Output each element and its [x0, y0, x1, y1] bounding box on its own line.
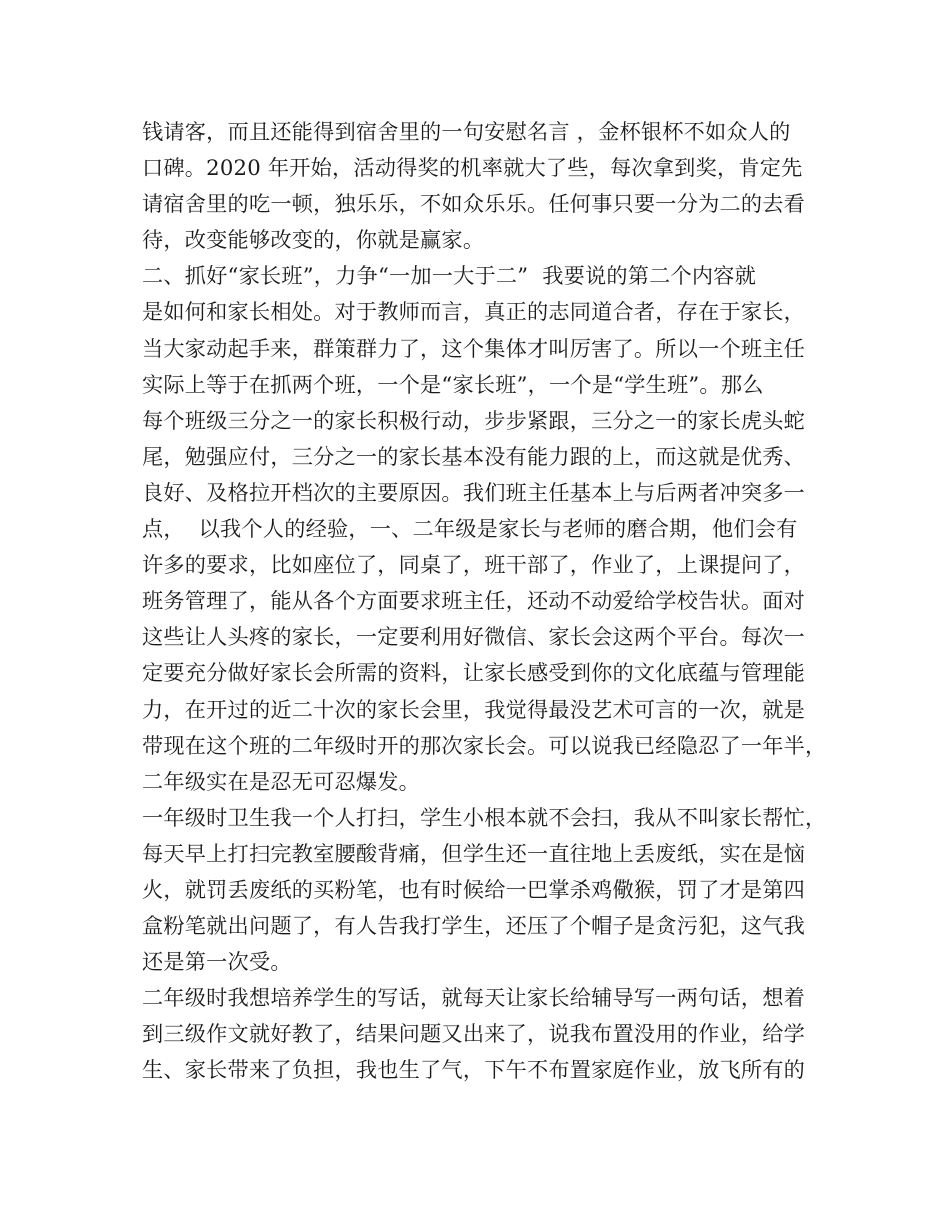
text-line: 请宿舍里的吃一顿，独乐乐，不如众乐乐。任何事只要一分为二的去看 — [142, 191, 806, 217]
text-line: 二年级时我想培养学生的写话，就每天让家长给辅导写一两句话，想着 — [142, 985, 806, 1011]
text-line: 是如何和家长相处。对于教师而言，真正的志同道合者，存在于家长， — [142, 299, 806, 325]
text-line: 尾，勉强应付，三分之一的家长基本没有能力跟的上，而这就是优秀、 — [142, 443, 806, 469]
text-line: 当大家动起手来，群策群力了，这个集体才叫厉害了。所以一个班主任 — [142, 335, 806, 361]
text-line: 点， 以我个人的经验，一、二年级是家长与老师的磨合期，他们会有 — [142, 516, 798, 542]
text-line: 每天早上打扫完教室腰酸背痛，但学生还一直往地上丢废纸，实在是恼 — [142, 840, 806, 866]
text-line: 这些让人头疼的家长，一定要利用好微信、家长会这两个平台。每次一 — [142, 624, 806, 650]
text-line: 力，在开过的近二十次的家长会里，我觉得最没艺术可言的一次，就是 — [142, 696, 806, 722]
text-line: 还是第一次受。 — [142, 949, 292, 975]
text-line: 口碑。2020 年开始，活动得奖的机率就大了些，每次拿到奖，肯定先 — [142, 155, 803, 181]
text-line: 生、家长带来了负担，我也生了气，下午不布置家庭作业，放飞所有的 — [142, 1057, 806, 1083]
text-line: 每个班级三分之一的家长积极行动，步步紧跟，三分之一的家长虎头蛇 — [142, 407, 806, 433]
text-line: 班务管理了，能从各个方面要求班主任，还动不动爱给学校告状。面对 — [142, 588, 806, 614]
text-line: 盒粉笔就出问题了，有人告我打学生，还压了个帽子是贪污犯，这气我 — [142, 913, 806, 939]
text-line: 实际上等于在抓两个班，一个是“家长班”，一个是“学生班”。那么 — [142, 371, 764, 397]
text-line: 带现在这个班的二年级时开的那次家长会。可以说我已经隐忍了一年半， — [142, 732, 827, 758]
text-line: 二年级实在是忍无可忍爆发。 — [142, 768, 421, 794]
text-line: 良好、及格拉开档次的主要原因。我们班主任基本上与后两者冲突多一 — [142, 479, 806, 505]
text-line: 火，就罚丢废纸的买粉笔，也有时候给一巴掌杀鸡儆猴，罚了才是第四 — [142, 876, 806, 902]
text-line: 一年级时卫生我一个人打扫，学生小根本就不会扫，我从不叫家长帮忙， — [142, 804, 827, 830]
document-body — [142, 114, 827, 1089]
text-line: 到三级作文就好教了，结果问题又出来了，说我布置没用的作业，给学 — [142, 1021, 806, 1047]
text-line: 钱请客，而且还能得到宿舍里的一句安慰名言 ，金杯银杯不如众人的 — [142, 119, 791, 144]
text-line: 定要充分做好家长会所需的资料，让家长感受到你的文化底蕴与管理能 — [142, 660, 806, 686]
text-line: 二、抓好“家长班”，力争“一加一大于二” 我要说的第二个内容就 — [142, 263, 757, 289]
text-line: 待，改变能够改变的，你就是赢家。 — [142, 227, 485, 253]
text-line: 许多的要求，比如座位了，同桌了，班干部了，作业了，上课提问了， — [142, 552, 806, 578]
